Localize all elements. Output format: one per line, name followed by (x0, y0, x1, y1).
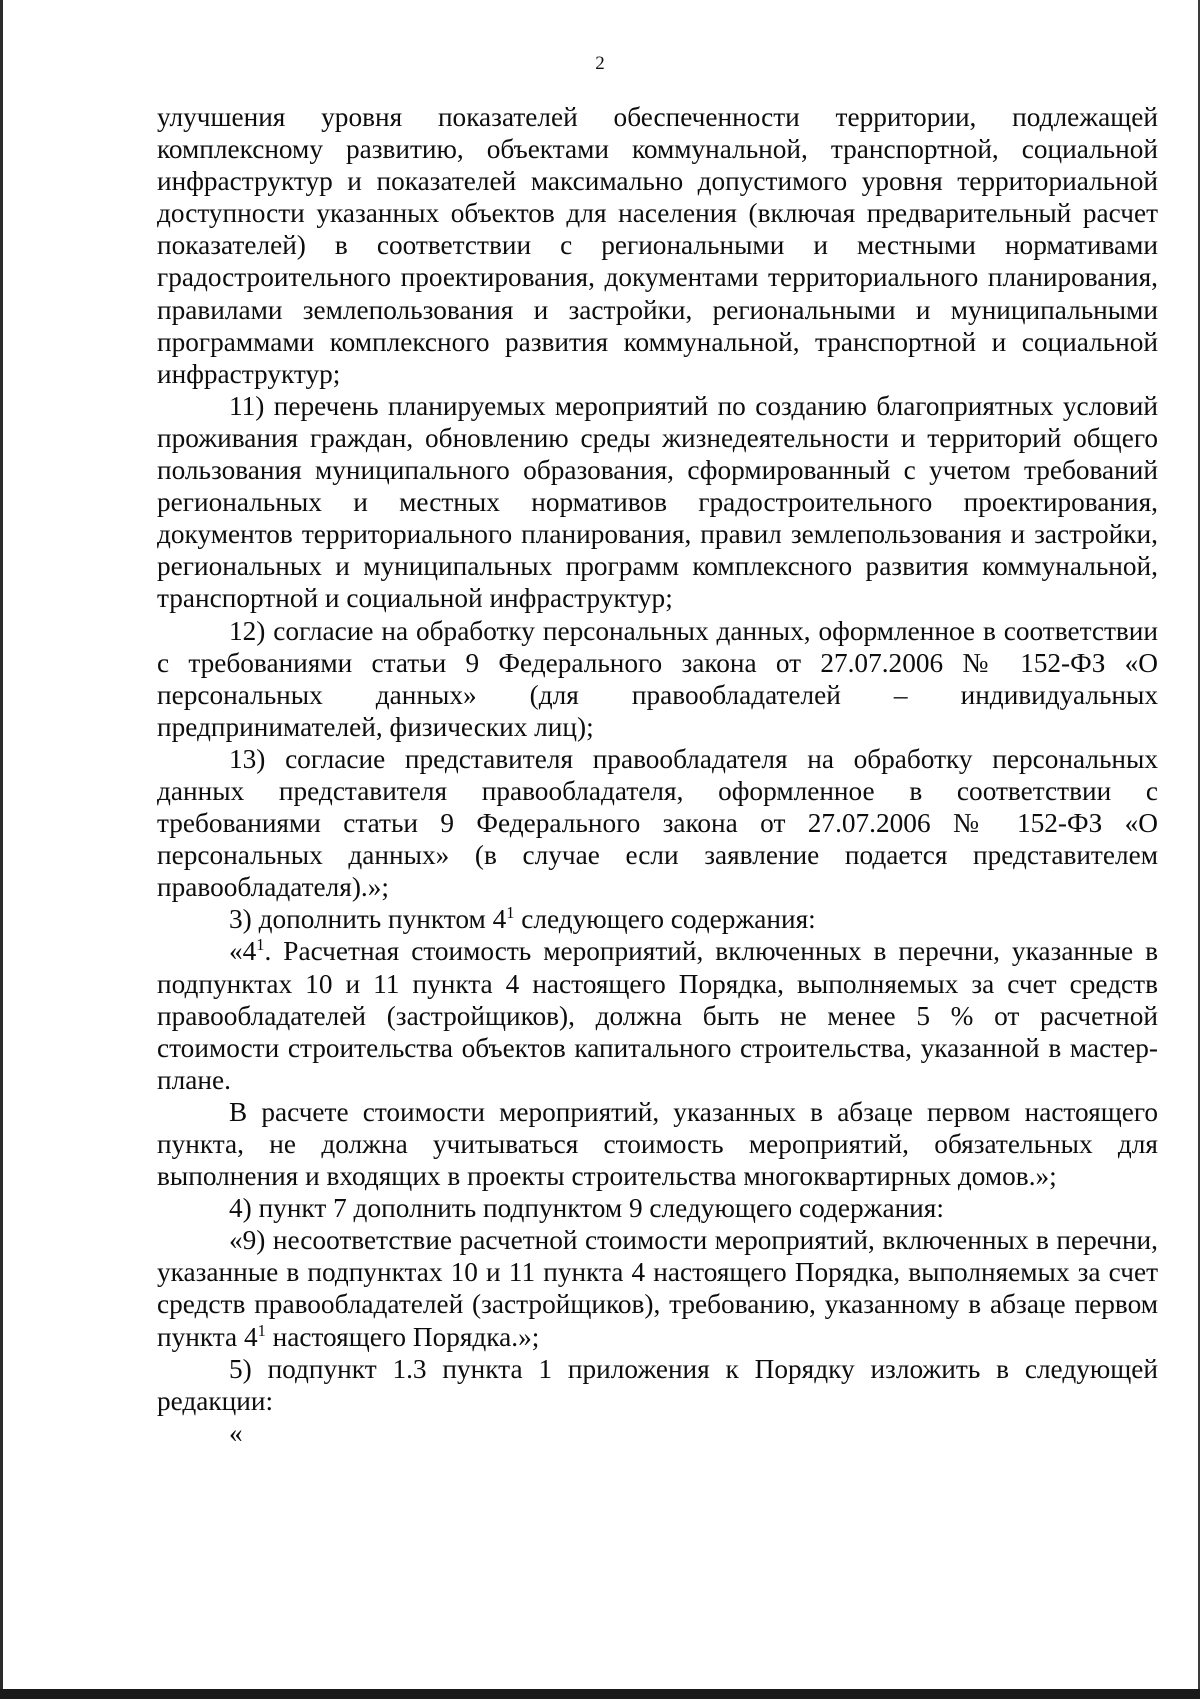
paragraph-amendment-5: 5) подпункт 1.3 пункта 1 приложения к Порядку изложить в следующей редакции: (157, 1353, 1158, 1416)
paragraph-subclause-9-text: «9) несоответствие расчетной стоимости мероприятий, включенных в перечни, указанные в подпунктах 10 и 11 пункта 4 настоящего Порядка, выполняемых за счет средств правообладателей (застройщиков), требованию, указанному в абзаце первом пункта 4 (157, 1225, 1158, 1352)
paragraph-amendment-3-text-end: следующего содержания: (514, 904, 816, 935)
superscript-mark: 1 (256, 935, 265, 955)
paragraph-continuation: улучшения уровня показателей обеспеченности территории, подлежащей комплексному развитию, объектами коммунальной, транспортной, социальной инфраструктур и показателей максимально допустимого уровня территориальной доступности указанных объектов для населения (включая предварительный расчет показателей) в соответствии с региональными и местными нормативами градостроительного проектирования, документами территориального планирования, правилами землепользования и застройки, региональными и муниципальными программами комплексного развития коммунальной, транспортной и социальной инфраструктур; (157, 102, 1158, 389)
superscript-mark: 1 (257, 1320, 266, 1340)
paragraph-clause-4-1-start: «4 (229, 936, 257, 967)
paragraph-amendment-4: 4) пункт 7 дополнить подпунктом 9 следующего содержания: (229, 1193, 944, 1224)
superscript-mark: 1 (506, 903, 515, 923)
paragraph-item-11: 11) перечень планируемых мероприятий по созданию благоприятных условий проживания граждан, обновлению среды жизнедеятельности и территорий общего пользования муниципального образования, сформированный с учетом требований региональных и местных нормативов градостроительного проектирования, документов территориального планирования, правил землепользования и застройки, региональных и муниципальных программ комплексного развития коммунальной, транспортной и социальной инфраструктур; (157, 390, 1158, 614)
paragraph-calculation-note: В расчете стоимости мероприятий, указанных в абзаце первом настоящего пункта, не должна учитываться стоимость мероприятий, обязательных для выполнения и входящих в проекты строительства многоквартирных домов.»; (157, 1096, 1158, 1192)
paragraph-item-12: 12) согласие на обработку персональных данных, оформленное в соответствии с требованиями статьи 9 Федерального закона от 27.07.2006 № 152-ФЗ «О персональных данных» (для правообладателей – индивидуальных предпринимателей, физических лиц); (157, 615, 1158, 742)
scan-edge-left (0, 0, 3, 1699)
paragraph-item-13: 13) согласие представителя правообладателя на обработку персональных данных представителя правообладателя, оформленное в соответствии с требованиями статьи 9 Федерального закона от 27.07.2006 № 152-ФЗ «О персональных данных» (в случае если заявление подается представителем правообладателя).»; (157, 743, 1158, 903)
paragraph-clause-4-1-text: . Расчетная стоимость мероприятий, включенных в перечни, указанные в подпунктах 10 и 11 пункта 4 настоящего Порядка, выполняемых за счет средств правообладателей (застройщиков), должна быть не менее 5 % от расчетной стоимости строительства объектов капитального строительства, указанной в мастер-плане. (157, 936, 1158, 1095)
paragraph-amendment-3 (157, 903, 1158, 935)
page-number: 2 (595, 53, 605, 74)
paragraph-amendment-3-text: 3) дополнить пунктом 4 (229, 904, 507, 935)
document-text-body (157, 101, 1158, 1449)
paragraph-subclause-9 (157, 1224, 1158, 1352)
scan-edge-bottom (0, 1689, 1200, 1699)
paragraph-subclause-9-text-end: настоящего Порядка.»; (265, 1321, 540, 1352)
paragraph-opening-quote: « (229, 1417, 243, 1448)
paragraph-clause-4-1 (157, 935, 1158, 1095)
